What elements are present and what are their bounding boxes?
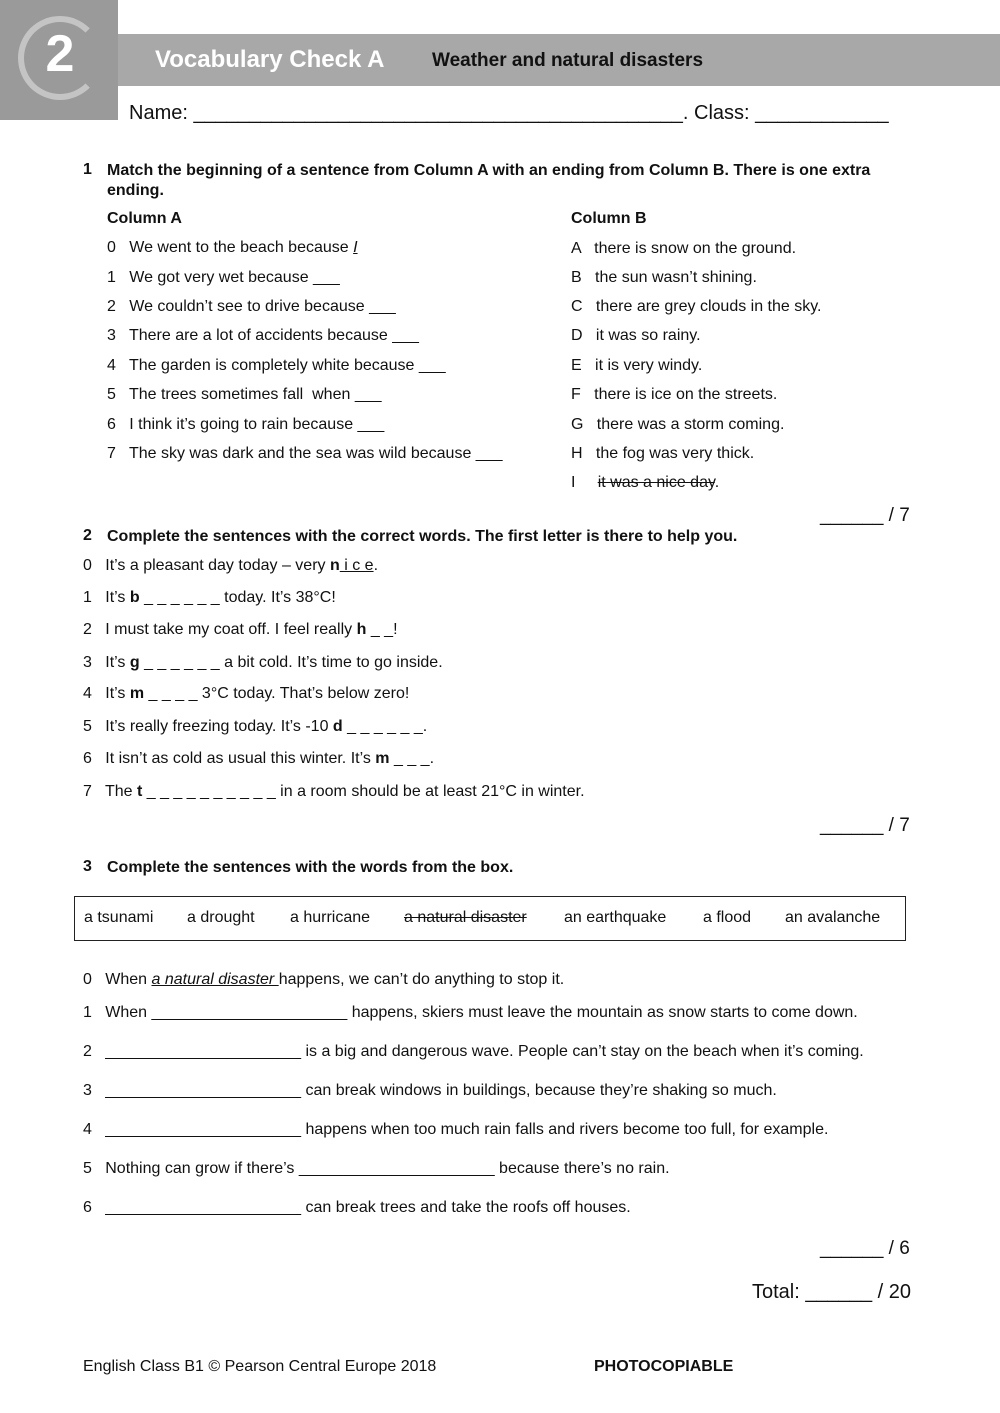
class-label: . Class: [682, 102, 750, 124]
name-class-line [129, 102, 889, 125]
list-item[interactable]: 7 The sky was dark and the sea was wild because ___ [107, 445, 503, 462]
example-answer: I [353, 239, 358, 256]
box-word: a flood [703, 909, 752, 926]
name-blank[interactable]: ____________________________________________ [193, 102, 683, 124]
list-item: F there is ice on the streets. [571, 386, 778, 403]
list-item[interactable]: 6 It isn’t as cold as usual this winter. It’s m _ _ _. [83, 750, 435, 767]
box-word: a tsunami [84, 909, 154, 926]
example-answer: i c e [339, 557, 374, 574]
column-b-heading: Column B [571, 210, 647, 227]
page-title: Vocabulary Check A [155, 46, 385, 73]
example-answer: a natural disaster [151, 971, 279, 988]
footer-photocopiable: PHOTOCOPIABLE [594, 1358, 734, 1375]
list-item[interactable]: 5 Nothing can grow if there’s ______________________ because there’s no rain. [83, 1160, 670, 1177]
list-item[interactable]: 2 I must take my coat off. I feel really h _ _! [83, 621, 398, 638]
list-item[interactable]: 1 We got very wet because ___ [107, 269, 340, 286]
section-number: 3 [83, 858, 92, 875]
used-answer: it was a nice day [597, 474, 715, 491]
total-score[interactable]: Total: ______ / 20 [752, 1281, 912, 1303]
list-item: 0 When a natural disaster happens, we can’t do anything to stop it. [83, 971, 565, 988]
list-item[interactable]: 4 ______________________ happens when too much rain falls and rivers become too full, for example. [83, 1121, 829, 1138]
list-item[interactable]: 4 The garden is completely white because ___ [107, 357, 446, 374]
list-item[interactable]: 6 ______________________ can break trees and take the roofs off houses. [83, 1199, 631, 1216]
list-item[interactable]: 3 There are a lot of accidents because ___ [107, 327, 419, 344]
list-item: C there are grey clouds in the sky. [571, 298, 822, 315]
box-word: an earthquake [564, 909, 667, 926]
name-label: Name: [129, 102, 188, 124]
list-item[interactable]: 4 It’s m _ _ _ _ 3°C today. That’s below zero! [83, 685, 410, 702]
list-item[interactable]: 3 ______________________ can break windows in buildings, because they’re shaking so much. [83, 1082, 777, 1099]
section-score[interactable]: ______ / 6 [820, 1238, 910, 1259]
footer-copyright: English Class B1 © Pearson Central Europe 2018 [83, 1358, 437, 1375]
list-item[interactable]: 1 It’s b _ _ _ _ _ _ today. It’s 38°C! [83, 589, 336, 606]
list-item: D it was so rainy. [571, 327, 701, 344]
list-item[interactable]: 1 When ______________________ happens, skiers must leave the mountain as snow starts to come down. [83, 1004, 858, 1021]
list-item[interactable]: 3 It’s g _ _ _ _ _ _ a bit cold. It’s time to go inside. [83, 654, 443, 671]
section-score[interactable]: ______ / 7 [820, 505, 910, 526]
section-instruction: Complete the sentences with the correct words. The first letter is there to help you. [107, 528, 738, 545]
list-item[interactable]: 5 The trees sometimes fall when ___ [107, 386, 382, 403]
list-item[interactable]: 2 ______________________ is a big and dangerous wave. People can’t stay on the beach when it’s coming. [83, 1043, 864, 1060]
box-word: a drought [187, 909, 255, 926]
unit-number: 2 [45, 25, 75, 83]
section-number: 2 [83, 527, 92, 544]
box-word: an avalanche [785, 909, 881, 926]
list-item: 0 We went to the beach because I [107, 239, 358, 256]
class-blank[interactable]: ____________ [755, 102, 889, 124]
list-item: E it is very windy. [571, 357, 703, 374]
list-item[interactable]: 2 We couldn’t see to drive because ___ [107, 298, 396, 315]
list-item: B the sun wasn’t shining. [571, 269, 757, 286]
list-item: H the fog was very thick. [571, 445, 755, 462]
section-number: 1 [83, 161, 92, 178]
page-topic: Weather and natural disasters [432, 50, 704, 71]
list-item[interactable]: 5 It’s really freezing today. It’s -10 d _ _ _ _ _ _. [83, 718, 428, 735]
box-word-used: a natural disaster [404, 909, 527, 926]
word-box [74, 896, 906, 941]
section-score[interactable]: ______ / 7 [820, 815, 910, 836]
column-a-heading: Column A [107, 210, 182, 227]
list-item[interactable]: 7 The t _ _ _ _ _ _ _ _ _ _ in a room should be at least 21°C in winter. [83, 783, 585, 800]
section-instruction: Complete the sentences with the words from the box. [107, 859, 514, 876]
list-item: I it was a nice day. [571, 474, 720, 491]
list-item: A there is snow on the ground. [571, 240, 797, 257]
list-item: G there was a storm coming. [571, 416, 785, 433]
list-item[interactable]: 6 I think it’s going to rain because ___ [107, 416, 385, 433]
list-item: 0 It’s a pleasant day today – very n i c e. [83, 557, 379, 574]
box-word: a hurricane [290, 909, 371, 926]
section-instruction: Match the beginning of a sentence from Column A with an ending from Column B. There is one extra ending. [107, 162, 871, 199]
